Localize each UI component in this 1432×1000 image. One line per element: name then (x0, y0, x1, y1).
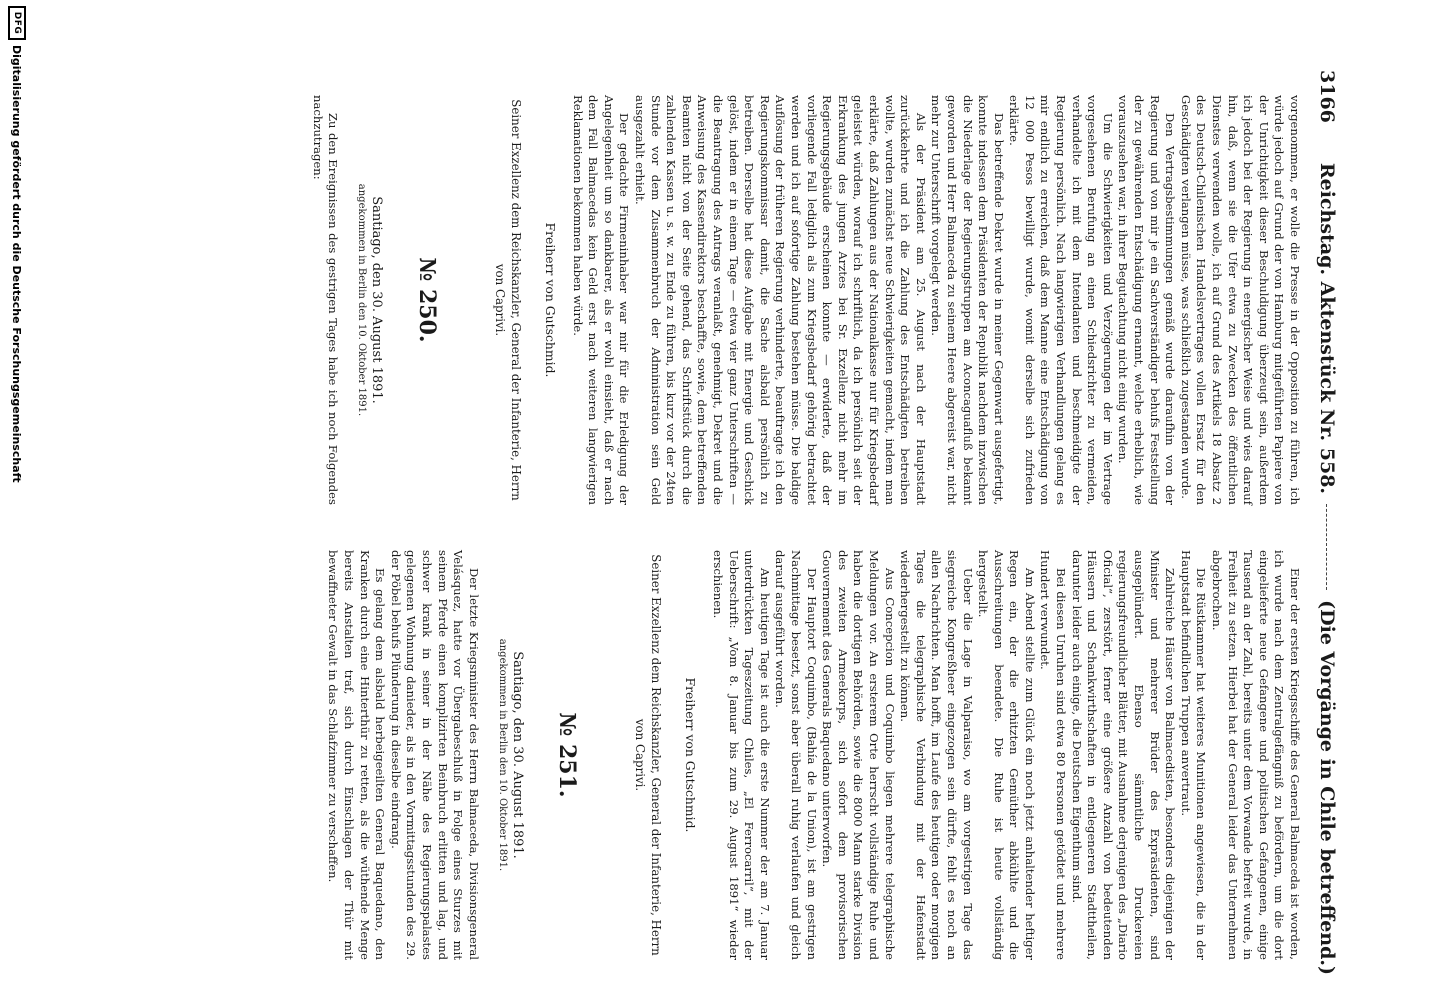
paragraph: Am heutigen Tage ist auch die erste Nummer der am 7. Januar unterdrückten Tageszeitung Chiles, „El Ferrocarril“, mit der Ueberschrift: „Vom 8. Januar bis zum 29. August 1891“ wieder erschienen. (711, 550, 772, 960)
paragraph: Das betreffende Dekret wurde in meiner Gegenwart ausgefertigt, konnte indessen dem Präsidenten der Republik nachdem inzwischen die Niederlage der Regierungstruppen am Aconcaguafluß bekannt geworden und Herr Balmaceda zu seinem Heere abgereist war, nicht mehr zur Unterschrift vorgelegt werden. (929, 95, 1006, 505)
header-topic: (Die Vorgänge in Chile betreffend.) (1316, 600, 1338, 975)
left-column (309, 95, 1302, 505)
paragraph: Ueber die Lage in Valparaiso, wo am vorgestrigen Tage das siegreiche Kongreßheer eingezogen sein dürfte, fehlt es noch an allen Nachrichten. Man hofft, im Laufe des heutigen oder morgigen Tages die telegraphische Verbindung mit der Hafenstadt wiederhergestellt zu können. (898, 550, 975, 960)
dateline: Santiago, den 30. August 1891. (509, 651, 525, 859)
dateline: Santiago, den 30. August 1891. (369, 196, 385, 404)
paragraph: Als der Präsident am 25. August nach der Hauptstadt zurückkehrte und ich die Zahlung des Entschädigten betreiben wollte, wurden zunächst neue Schwierigkeiten gemacht, indem man erklärte, daß Zahlungen aus der Nationalkasse nur für Kriegsbedarf geleistet würden, worauf ich schriftlich, da ich persönlich seit der Erkrankung des jungen Arztes bei Sr. Exzellenz nicht mehr im Regierungsgebäude erscheinen konnte — erwiderte, daß der vorliegende Fall lediglich als zum Kriegsbedarf gehörig betrachtet werden und ich auf sofortige Zahlung bestehen müsse. Die baldige Auflösung der früheren Regierung verhinderte, beauftragte ich den Regierungskommissar damit, die Sache alsbald persönlich zu betreiben. Derselbe hat diese Aufgabe mit Energie und Geschick gelöst, indem er in einem Tage — etwa vier ganz Unterschriften — die Beantragung des Antrags veranlaßt, genehmigt, Dekret und die Anweisung des Kassendirektors beschaffte, sowie, dem betreffenden Beamten nicht von der Seite gehend, das Schriftstück durch die zahlenden Kassen u. s. w. zu Ende zu führen, bis kurz vor der 24ten Stunde vor dem Zusammenbruch der Administration sein Geld ausgezahlt erhielt. (633, 95, 928, 505)
document-number: № 250. (414, 257, 441, 343)
paragraph: Den Vertragsbestimmungen gemäß wurde daraufhin von der Regierung und von mir je ein Sachverständiger behufs Feststellung der zu gewährenden Entschädigung ernannt, welche erheblich, wie vorauszusehen war, in ihrer Begutachtung nicht einig wurden. (1116, 95, 1178, 505)
digitization-footer (2, 0, 32, 1000)
paragraph: Es gelang dem alsbald herbeigeeilten General Baquedano, den Kranken durch eine Hinterthür zu retten, als die wüthende Menge bereits Anstalten traf, sich durch Einschlagen der Thür mit bewaffneter Gewalt in das Schlafzimmer zu verschaffen. (326, 550, 388, 960)
received-note: angekommen in Berlin den 10. Oktober 1891. (356, 183, 368, 417)
header-rule (1327, 504, 1328, 590)
paragraph: Aus Concepcion und Coquimbo liegen mehrere telegraphische Meldungen vor. An ersterem Orte herrscht vollständige Ruhe und haben die dortigen Behörden, sowie die 8000 Mann starke Division des zweiten Armeekorps, sich sofort dem provisorischen Gouvernement des Generals Baquedano unterworfen. (820, 550, 897, 960)
signature: Freiherr von Gutschmid. (683, 677, 699, 833)
document-number: № 251. (554, 712, 581, 798)
paragraph: Um die Schwierigkeiten und Verzögerungen der im Vertrage vorgesehenen Berufung an einen Schiedsrichter zu vermeiden, verhandelte ich mit dem Intendanten und beschmeidigte der Regierung persönlich. Nach langwierigen Verhandlungen gelang es mir endlich zu erreichen, daß dem Manne eine Entschädigung von 12 000 Pesos bewilligt wurde, womit derselbe sich zufrieden erklärte. (1007, 95, 1115, 505)
addressee: Seiner Exzellenz dem Reichskanzler, General der Infanterie, Herrn von Caprivi. (493, 99, 524, 501)
received-note: angekommen in Berlin den 10. Oktober 1891. (496, 638, 508, 872)
paragraph: Bei diesen Unruhen sind etwa 80 Personen getödtet und mehrere Hundert verwundet. (1038, 550, 1069, 960)
paragraph: Der letzte Kriegsminister des Herrn Balmaceda, Divisionsgeneral Velásquez, hatte vor Übergabeschluß in Folge eines Sturzes mit seinem Pferde einen komplizirten Beinbruch erlitten und lag, und schwer krank in seiner in der Nähe des Regierungspalastes gelegenen Wohnung danieder, als in den Vormittagsstunden des 29. der Pöbel behufs Plünderung in dieselbe eindrang. (388, 550, 481, 960)
page-number: 3166 (1316, 70, 1338, 123)
paragraph: Zahlreiche Häuser von Balmacedisten, besonders diejenigen der Minister und mehrerer Brüder des Expräsidenten, sind ausgeplündert. Ebenso sämmtliche Druckereien regierungsfreundlicher Blätter, mit Ausnahme derjenigen des „Diario Oficial“, zerstört, ferner eine größere Anzahl von bedeutenden Häusern und Schankwirthschaften in entlegeneren Stadttheilen, darunter leider auch einige, die Deutschen Eigenthum sind. (1069, 550, 1178, 960)
dfg-logo-icon: DFG (8, 6, 26, 40)
paragraph: Die Rüstkammer hat weiteres Munitionen angewiesen, die in der Hauptstadt befindlichen Truppen anvertraut. (1178, 550, 1209, 960)
addressee: Seiner Exzellenz dem Reichskanzler, General der Infanterie, Herrn von Caprivi. (633, 554, 664, 956)
page-header (1312, 70, 1342, 975)
right-column (325, 550, 1302, 960)
paragraph: Der gedachte Firmeninhaber war mir für die Erledigung der Angelegenheit um so dankbarer, als er wohl einsieht, daß er nach dem Fall Balmacedas kein Geld erst nach weiteren langwierigen Reklamationen bekommen haben würde. (570, 95, 632, 505)
running-title: Reichstag. Aktenstück Nr. 558. (1316, 162, 1338, 495)
footer-credit: Digitalisierung gefördert durch die Deutsche Forschungsgemeinschaft (10, 45, 24, 483)
signature: Freiherr von Gutschmid. (543, 222, 559, 378)
paragraph: Einer der ersten Kriegsschiffe des General Balmaceda ist worden, ich wurde nach dem Zentralgefängniß zu befördern, um die dort eingelieferte neue Gefangene und politischen Gefangenen, einige Tausend an der Zahl, bereits unter dem Vorwande befreit wurde, in Freiheit zu setzen. Hierbei hat der General leider das Unternehmen abgebrochen. (1210, 550, 1302, 960)
paragraph: Am Abend stellte zum Glück ein noch jetzt anhaltender heftiger Regen ein, der die erhitzten Gemüther abkühlte und die Ausschreitungen beendete. Die Ruhe ist heute vollständig hergestellt. (976, 550, 1037, 960)
paragraph: vorgenommen, er wolle die Presse in der Opposition zu führen, ich würde jedoch auf Grund der von Hamburg mitgeführten Papiere von der Unrichtigkeit dieser Beschuldigung überzeugt sein, außerdem ich jedoch bei der Regierung in energischer Weise und wies darauf hin, daß, wenn sie die Ufer etwa zu Zwecken des öffentlichen Dienstes verwenden wolle, ich auf Grund des Artikels 18 Absatz 2 des Deutsch-Chilenischen Handelsvertrages vollen Ersatz für den Geschädigten verlangen müsse, was schließlich zugestanden wurde. (1178, 95, 1302, 505)
paragraph: Der Hauptort Coquimbo, (Bahía de la Union), ist am gestrigen Nachmittage besetzt, sonst aber überall ruhig verlaufen und gleich darauf ausgeführt worden. (773, 550, 819, 960)
paragraph: Zu den Ereignissen des gestrigen Tages habe ich noch Folgendes nachzutragen: (310, 95, 341, 505)
